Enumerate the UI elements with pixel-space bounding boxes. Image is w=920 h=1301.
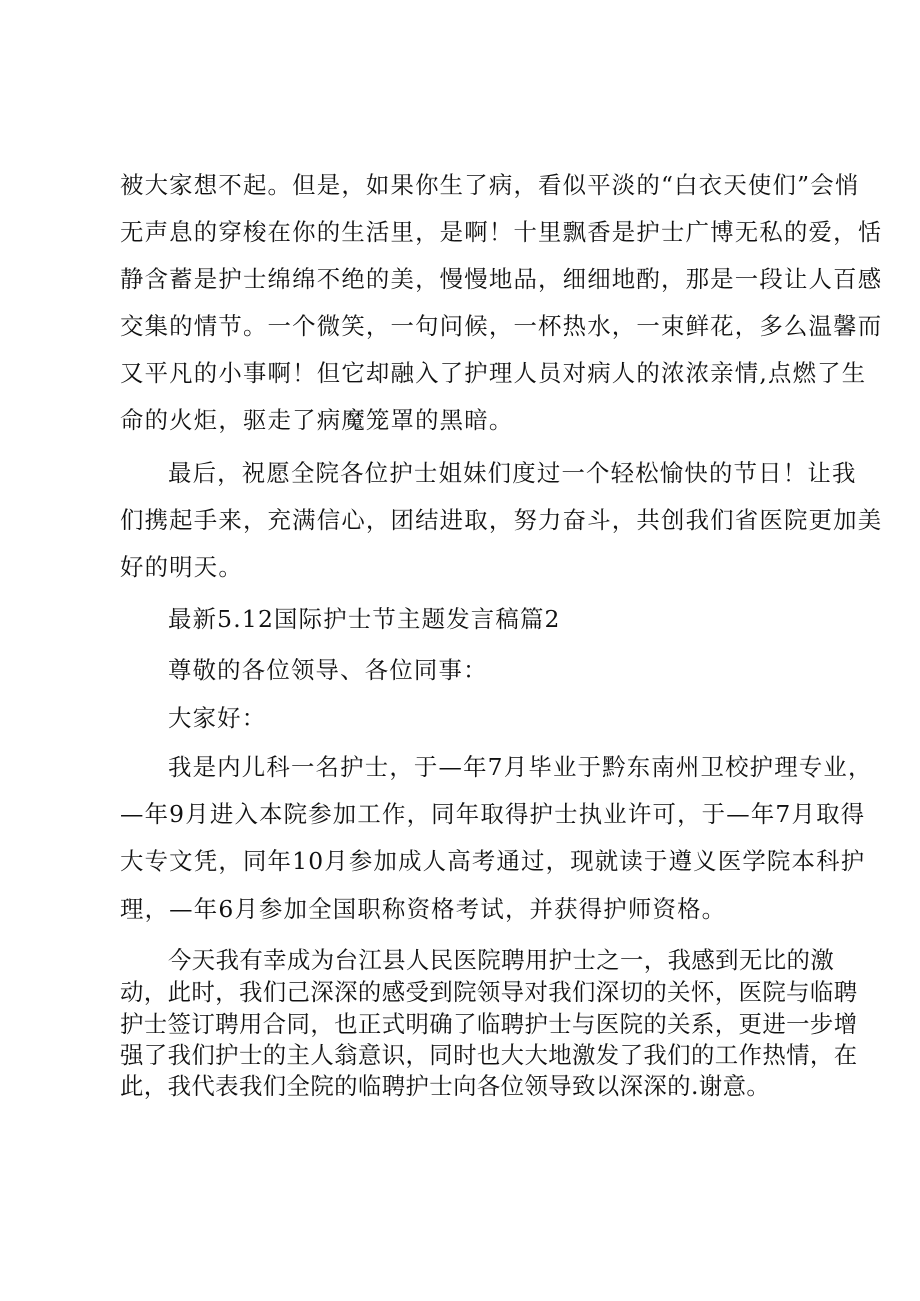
paragraph-4-line-3: 护士签订聘用合同，也正式明确了临聘护士与医院的关系，更进一步增 xyxy=(120,1010,858,1038)
paragraph-1-line-4: 交集的情节。一个微笑，一句问候，一杯热水，一束鲜花，多么温馨而 xyxy=(120,312,883,340)
paragraph-3-line-1: 我是内儿科一名护士，于—年7月毕业于黔东南州卫校护理专业， xyxy=(168,753,873,781)
salutation: 尊敬的各位领导、各位同事： xyxy=(168,656,488,684)
greeting: 大家好： xyxy=(168,704,267,732)
paragraph-1-line-6: 命的火炬，驱走了病魔笼罩的黑暗。 xyxy=(120,406,514,434)
paragraph-1-line-1: 被大家想不起。但是，如果你生了病，看似平淡的“白衣天使们”会悄 xyxy=(120,171,860,199)
paragraph-1-line-5: 又平凡的小事啊！但它却融入了护理人员对病人的浓浓亲情,点燃了生 xyxy=(120,359,867,387)
paragraph-4-line-1: 今天我有幸成为台江县人民医院聘用护士之一，我感到无比的激 xyxy=(168,946,835,974)
paragraph-1-line-2: 无声息的穿梭在你的生活里，是啊！十里飘香是护士广博无私的爱，恬 xyxy=(120,218,883,246)
paragraph-3-line-4: 理，—年6月参加全国职称资格考试，并获得护师资格。 xyxy=(120,895,727,923)
paragraph-1-line-3: 静含蓄是护士绵绵不绝的美，慢慢地品，细细地酌，那是一段让人百感 xyxy=(120,265,883,293)
paragraph-4-line-2: 动，此时，我们己深深的感受到院领导对我们深切的关怀，医院与临聘 xyxy=(120,978,858,1006)
section-title: 最新5.12国际护士节主题发言稿篇2 xyxy=(168,605,561,633)
paragraph-4-line-5: 此，我代表我们全院的临聘护士向各位领导致以深深的.谢意。 xyxy=(120,1072,771,1100)
paragraph-2-line-3: 好的明天。 xyxy=(120,553,243,581)
paragraph-3-line-3: 大专文凭，同年10月参加成人高考通过，现就读于遵义医学院本科护 xyxy=(120,847,866,875)
paragraph-3-line-2: —年9月进入本院参加工作，同年取得护士执业许可，于—年7月取得 xyxy=(120,800,866,828)
paragraph-2-line-2: 们携起手来，充满信心，团结进取，努力奋斗，共创我们省医院更加美 xyxy=(120,506,883,534)
paragraph-4-line-4: 强了我们护士的主人翁意识，同时也大大地激发了我们的工作热情，在 xyxy=(120,1041,858,1069)
paragraph-2-line-1: 最后，祝愿全院各位护士姐妹们度过一个轻松愉快的节日！让我 xyxy=(168,459,857,487)
